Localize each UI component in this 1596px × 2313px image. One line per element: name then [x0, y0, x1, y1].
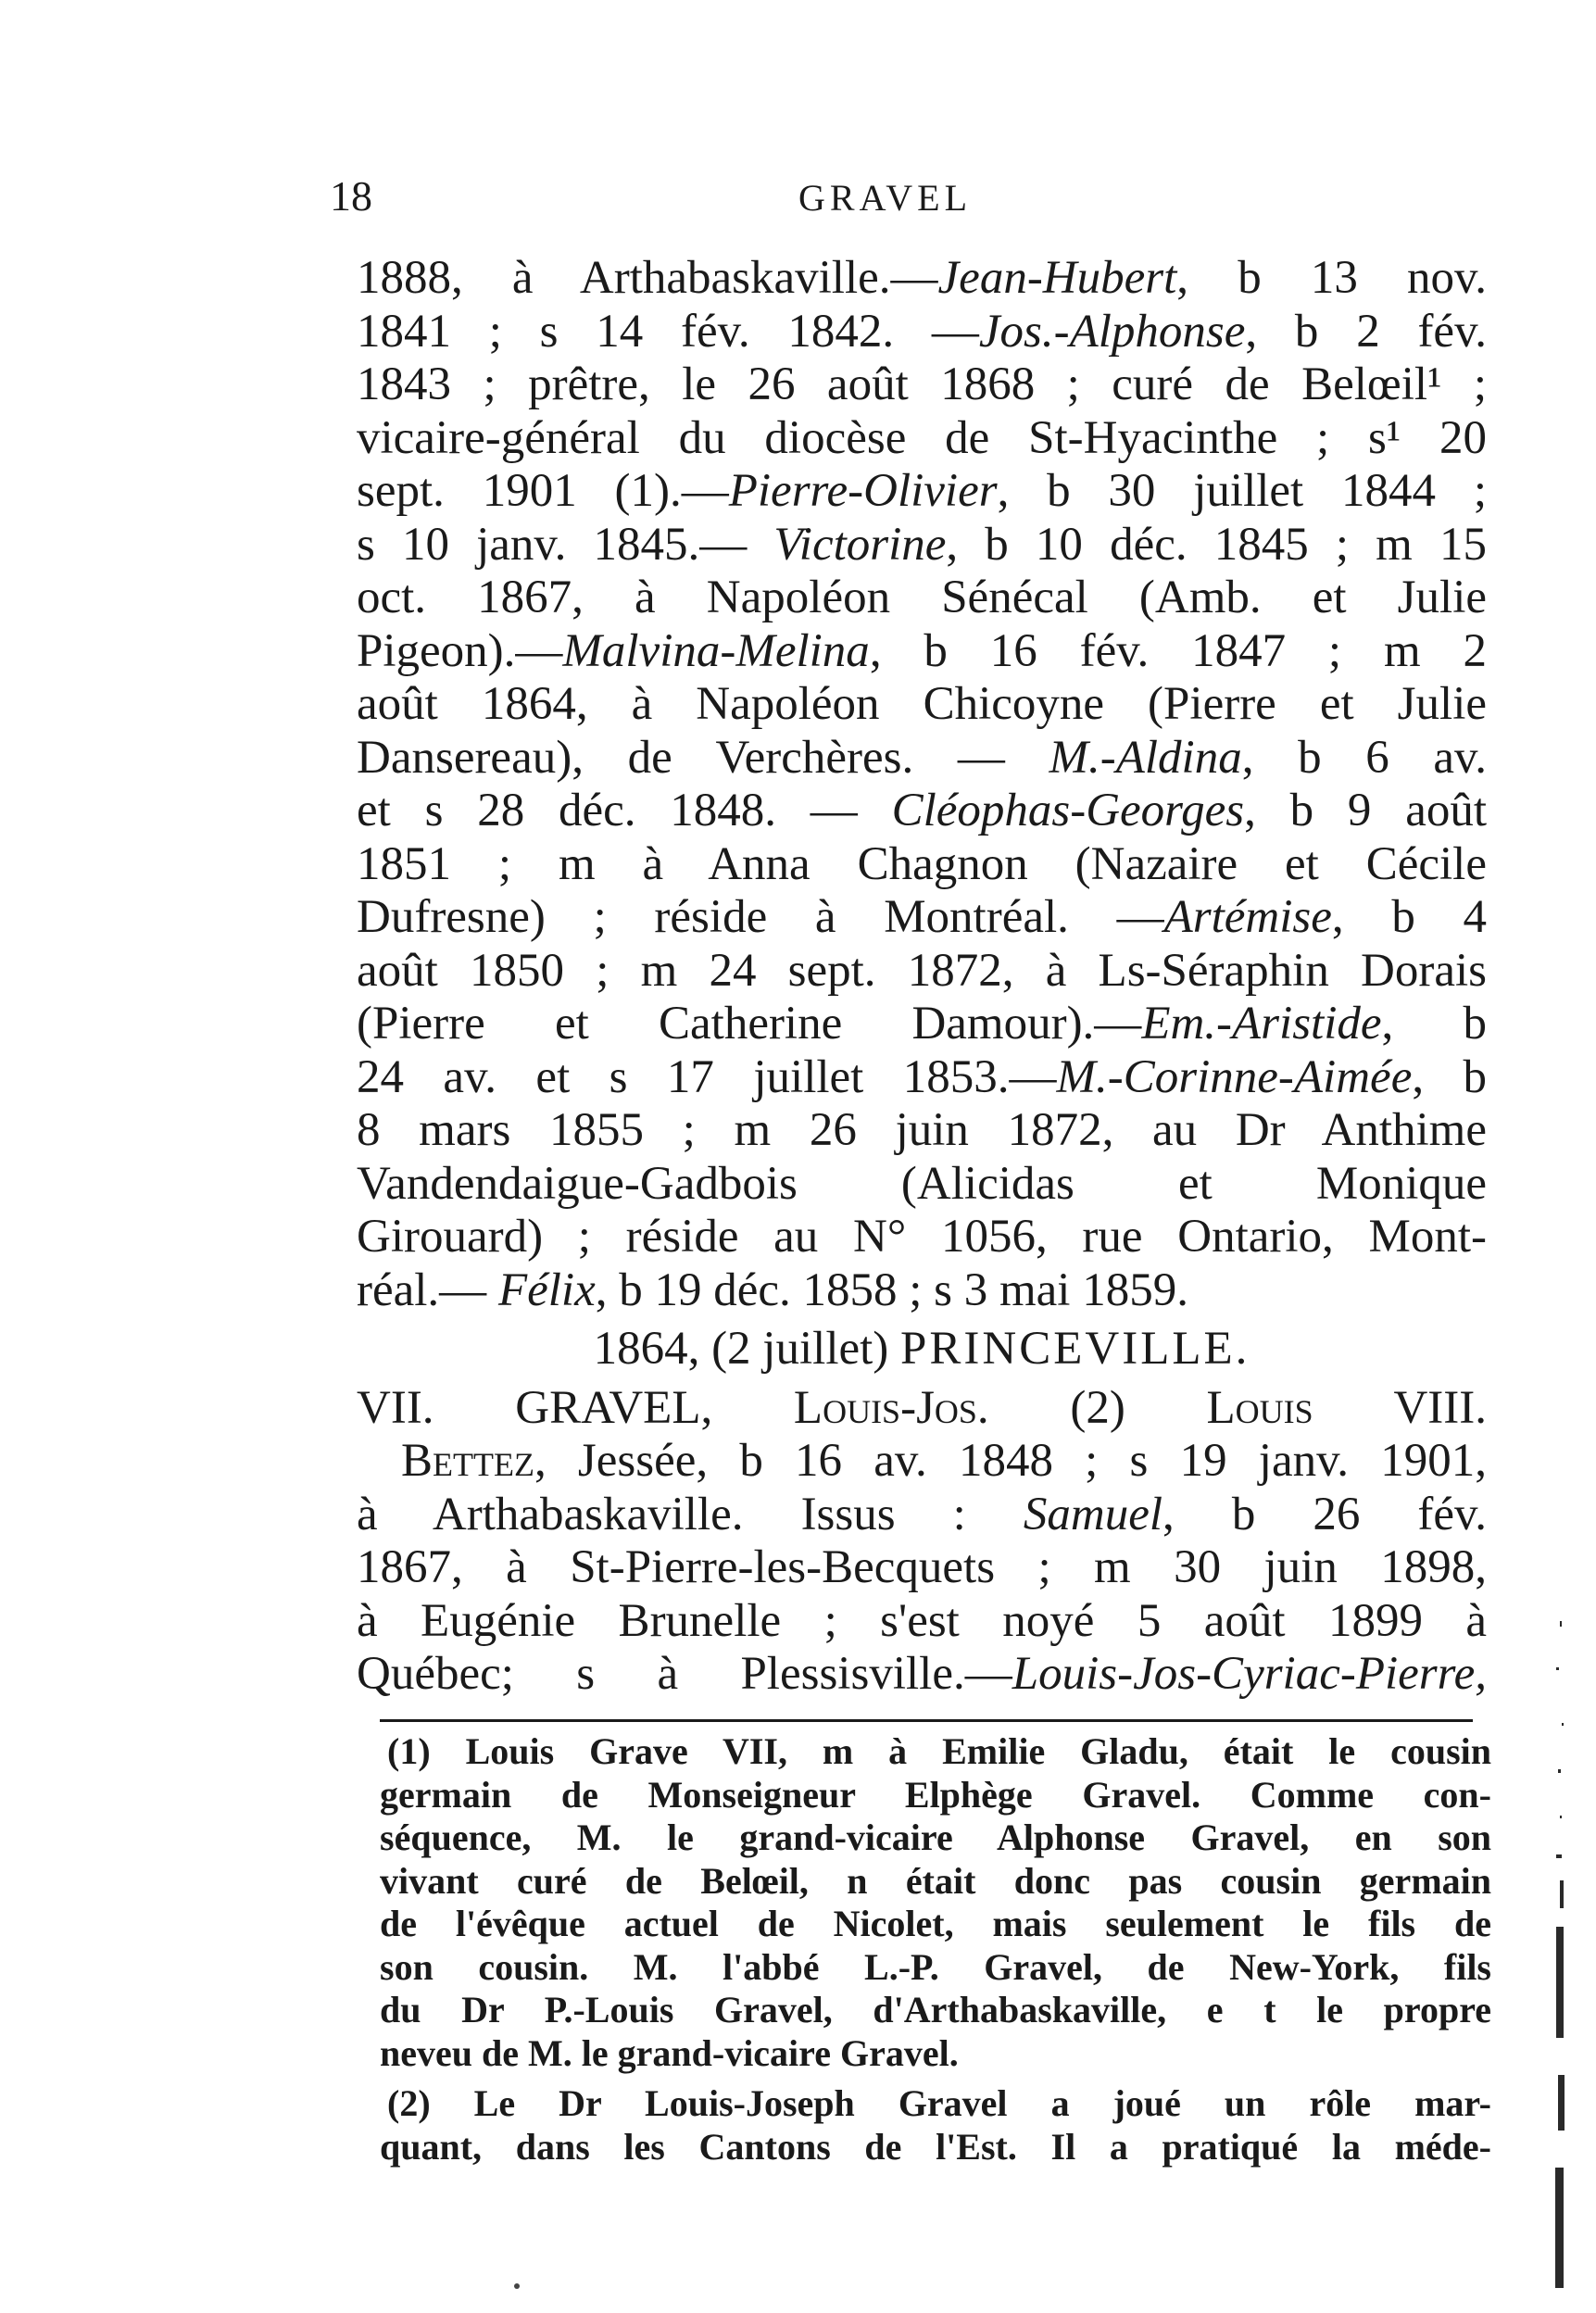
main-text	[357, 252, 1487, 1702]
footnote-line: (2) Le Dr Louis-Joseph Gravel a joué un rôle mar-	[387, 2082, 1491, 2124]
text-line: Dansereau), de Verchères. — M.-Aldina, b 6 av.	[357, 731, 1487, 784]
footnote-line: séquence, M. le grand-vicaire Alphonse Gravel, en son	[380, 1816, 1491, 1858]
person-name: Jean-Hubert	[937, 252, 1177, 304]
text-line: 1851 ; m à Anna Chagnon (Nazaire et Cécile	[357, 837, 1487, 890]
text-line: Girouard) ; réside au N° 1056, rue Ontario, Mont-	[357, 1211, 1487, 1263]
person-name: Em.-Aristide	[1141, 998, 1382, 1050]
footnote-rule	[380, 1719, 1473, 1722]
text-line: à Arthabaskaville. Issus : Samuel, b 26 fév.	[357, 1488, 1487, 1540]
footnote-line: du Dr P.-Louis Gravel, d'Arthabaskaville, e t le propre	[380, 1989, 1491, 2030]
person-name: Artémise	[1163, 891, 1332, 943]
person-name: M.-Corinne-Aimée	[1056, 1050, 1413, 1103]
text-line: réal.— Félix, b 19 déc. 1858 ; s 3 mai 1859.	[357, 1263, 1188, 1316]
person-name: Louis VIII.	[1206, 1381, 1487, 1434]
text-line: 1888, à Arthabaskaville.—Jean-Hubert, b 13 nov.	[357, 252, 1487, 304]
person-name: Jos.-Alphonse	[978, 305, 1246, 358]
place-name: PRINCEVILLE.	[900, 1323, 1250, 1375]
text-line: Vandendaigue-Gadbois (Alicidas et Monique	[357, 1157, 1487, 1210]
footnote-line: vivant curé de Belœil, n était donc pas cousin germain	[380, 1859, 1491, 1902]
text-line: 1867, à St-Pierre-les-Becquets ; m 30 juin 1898,	[357, 1541, 1487, 1593]
person-name: Cléophas-Georges	[891, 785, 1245, 836]
text-line: à Eugénie Brunelle ; s'est noyé 5 août 1899 à	[357, 1594, 1487, 1647]
text-line: s 10 janv. 1845.— Victorine, b 10 déc. 1845 ; m 15	[357, 518, 1487, 571]
footnote-line: germain de Monseigneur Elphège Gravel. Comme con-	[380, 1773, 1491, 1816]
person-name: Pierre-Olivier	[728, 465, 998, 517]
generation-heading: VII. GRAVEL, Louis-Jos. (2) Louis VIII.	[357, 1381, 1487, 1434]
footnote-line: quant, dans les Cantons de l'Est. Il a pratiqué la méde-	[380, 2125, 1491, 2168]
scan-speck	[514, 2283, 520, 2289]
text-line: août 1864, à Napoléon Chicoyne (Pierre et Julie	[357, 678, 1487, 730]
footnote-line: (1) Louis Grave VII, m à Emilie Gladu, était le cousin	[387, 1730, 1491, 1772]
marriage-date-heading: 1864, (2 juillet) PRINCEVILLE.	[593, 1323, 1250, 1375]
person-name: Félix	[497, 1263, 596, 1316]
text-line: août 1850 ; m 24 sept. 1872, à Ls-Séraphin Dorais	[357, 944, 1487, 997]
footnote-line: son cousin. M. l'abbé L.-P. Gravel, de New-York, fils	[380, 1945, 1491, 1988]
text-line: Dufresne) ; réside à Montréal. —Artémise, b 4	[357, 891, 1488, 943]
scan-margin-noise	[1547, 1612, 1575, 2297]
person-name: Louis-Jos-Cyriac-Pierre,	[1012, 1648, 1487, 1700]
person-name: Victorine	[773, 518, 947, 571]
running-title: GRAVEL	[798, 177, 973, 219]
text-line: 8 mars 1855 ; m 26 juin 1872, au Dr Anthime	[357, 1104, 1487, 1156]
text-line: 24 av. et s 17 juillet 1853.—M.-Corinne-Aimée, b	[357, 1050, 1488, 1103]
text-line: Québec; s à Plessisville.—Louis-Jos-Cyriac-Pierre,	[357, 1648, 1487, 1700]
text-line: 1841 ; s 14 fév. 1842. —Jos.-Alphonse, b 2 fév.	[357, 305, 1488, 358]
text-line: (Pierre et Catherine Damour).—Em.-Aristide, b	[357, 998, 1487, 1050]
person-name: Louis-Jos.	[793, 1381, 989, 1434]
text-line: 1843 ; prêtre, le 26 août 1868 ; curé de Belœil¹ ;	[357, 358, 1487, 410]
person-name: M.-Aldina	[1049, 731, 1242, 784]
page-number: 18	[330, 172, 372, 220]
text-line: et s 28 déc. 1848. — Cléophas-Georges, b 9 août	[357, 785, 1487, 836]
text-line: vicaire-général du diocèse de St-Hyacinthe ; s¹ 20	[357, 411, 1487, 464]
text-line: Pigeon).—Malvina-Melina, b 16 fév. 1847 ; m 2	[357, 624, 1487, 677]
footnote-line: neveu de M. le grand-vicaire Gravel.	[380, 2031, 959, 2074]
text-line: oct. 1867, à Napoléon Sénécal (Amb. et Julie	[357, 572, 1487, 623]
surname: Bettez	[401, 1435, 534, 1487]
person-name: Malvina-Melina	[562, 624, 870, 677]
footnote-line: de l'évêque actuel de Nicolet, mais seulement le fils de	[380, 1903, 1491, 1944]
footnotes	[380, 1730, 1491, 2168]
text-line: sept. 1901 (1).—Pierre-Olivier, b 30 juillet 1844 ;	[357, 465, 1487, 517]
person-name: Samuel	[1023, 1488, 1163, 1540]
text-line: Bettez, Jessée, b 16 av. 1848 ; s 19 janv. 1901,	[401, 1435, 1487, 1487]
